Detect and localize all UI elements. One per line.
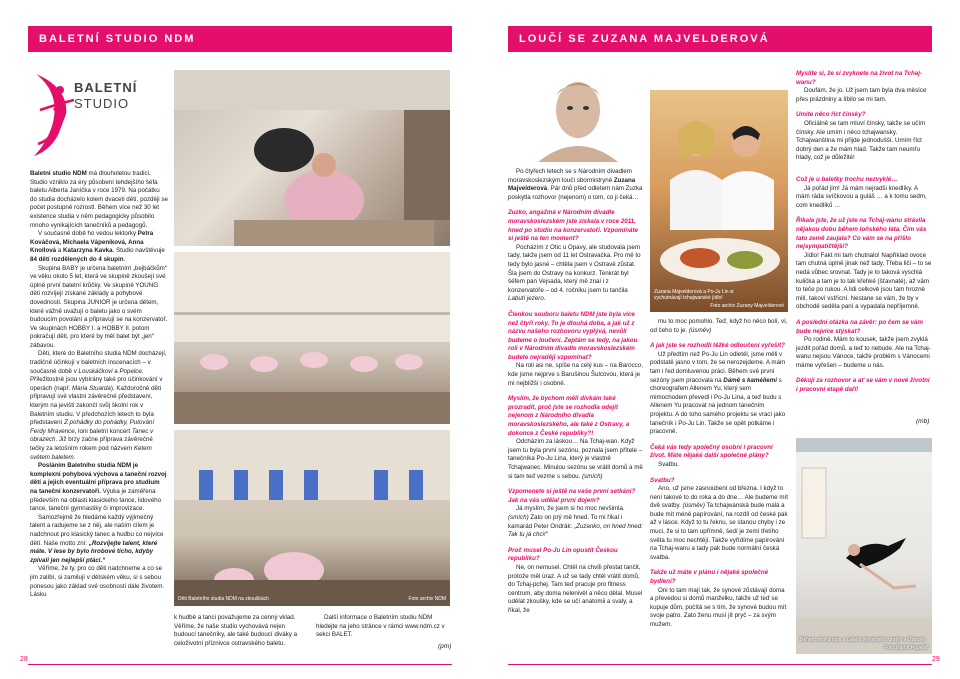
interview-question: Myslíte si, že si zvyknete na život na Tchaj-wanu?	[796, 70, 922, 86]
right-page-number: 29	[932, 656, 940, 663]
text-run: Labutí jezero	[508, 295, 544, 303]
text-run: a	[56, 247, 64, 255]
logo-line2: STUDIO	[74, 96, 130, 111]
text-run: (smích)	[508, 513, 529, 521]
text-run: s choreografem Allenem Yu, který sem mimochodem převedl i Po-Ju Lina, a teď budu s Allenem Yu pracovat na jednom tanečním projektu. A do toho samého projektu se vrací jako tanečník i Po-Ju Lin. Takže se opět potkáme i pracovně.	[650, 376, 786, 436]
photo-workshop	[796, 438, 932, 654]
text-run: Posláním Baletního studia NDM je komplexní pohybová výchova a taneční rozvoj dětí a jejich eventuální příprava pro studium na taneční konzervatoři.	[30, 462, 167, 495]
left-photo-caption: Děti Baletního studia NDM na zkouškách	[178, 596, 269, 602]
text-run: Ano, už jsme zasnoubení od března. I když to není takové to do roka a do dne… Ale budeme mít dvě svatby.	[650, 485, 788, 510]
text-run: Ta tchajwanská bude malá a bude mít méně papírování, na rozdíl od české pak až v lásce. Když to tu řeknu, se stanou chyby i ze muci, že si to tam upřímně, šedí je zemí třetího světa tu moc nechtějí. Takže vyřídíme papírování na Tchaj-wanu a tady pak bude normální česká svatba.	[650, 502, 788, 561]
text-run: Katarzyna Kavka	[63, 247, 113, 255]
paragraph	[508, 564, 644, 616]
photo-couple	[650, 90, 788, 312]
paragraph	[796, 120, 932, 163]
paragraph	[30, 565, 168, 599]
right-footer-line	[508, 664, 932, 665]
interview-question: A jak jste se rozhodli těžké odloučení vyřešit?	[650, 342, 785, 350]
text-run: Zuzana Majvelderová	[508, 176, 636, 193]
left-footer-line	[28, 664, 452, 665]
left-header-bar	[28, 26, 452, 52]
text-run: 84 dětí rozdělených do 4 skupin	[30, 255, 124, 263]
text-run: Už předtím než Po-Ju Lin odletěl, jsme měli v podstatě jasno v tom, že se nerozejdeme. A mám tam i řed domluvenou práci. Během své první sezóny jsem pracovala na	[650, 350, 786, 384]
right-column-3b	[796, 176, 932, 436]
text-run: Maria Stuarda	[71, 384, 111, 392]
text-run: . Již brzy začne příprava závěrečné tečky za letošním rokem pod názvem	[30, 436, 153, 452]
studio-logo	[30, 70, 170, 162]
paragraph	[796, 185, 932, 211]
paragraph	[30, 265, 168, 351]
interview-question: Svatbu?	[650, 476, 675, 484]
text-run: Louskáčkovi	[78, 367, 113, 375]
text-run: Oni to tam mají tak, že synové zůstávají doma a převedou si domů manželku, takže už teď se kupuje dům, počítá se s tím, že synové budou mít svoje patro. Zato ženu musí jít pryč – za svým mužem.	[650, 586, 787, 628]
text-run: „Zuzanko, on hned hned: Tak tu já chci!“	[508, 522, 643, 539]
text-run: Po rodině. Mám to kousek, takže jsem zvyklá jezdit pořád domů, a teď to nebude. Ale na Tchaj-wanu nejsou Vánoce, takže problém s Vánocemi máme vyřešen – budeme u nás.	[796, 336, 931, 369]
paragraph	[796, 336, 932, 370]
interview-question: A poslední otázka na závěr: po čem se vám bude nejvíce stýskat?	[796, 318, 924, 335]
left-column-2	[174, 614, 308, 654]
paragraph	[508, 244, 644, 304]
interview-question: Myslím, že bychom měli dívkám také prozradit, proč jste se rozhodla odejít nejenom z Národního divadla moravskoslezského, ale také z Ostravy, a dokonce z České republiky?!	[508, 395, 630, 437]
text-run: Popelce	[119, 367, 142, 375]
right-photo2-credit: Foto Martin Popelář	[884, 645, 928, 651]
text-run: Jídlo! Fakt mi tam chutnalo! Například ovoce tam chutná úplně jinak než tady. Třeba liči – to se nedá vůbec srovnat. Tady je to taková vyschlá kulička a tam je to tak křehké (šťavnaté), až vám to teče po rukou. A lidi celkově jsou tam hrozně milí, takoví vstřícní. Nestane se vám, že by v obchodě seděla paní a vypadala nepříjemně.	[796, 251, 932, 311]
class-photo-icon	[174, 430, 450, 606]
text-run: Doufám, že jo. Už jsem tam byla dva měsíce přes prázdniny a líbilo se mi tam.	[796, 87, 927, 103]
left-signature: (pm)	[438, 643, 452, 650]
text-run: , loni baletní koncert	[74, 427, 132, 435]
text-run: Odcházím za láskou… Na Tchaj-wan. Když jsem tu byla první sezónu, poznala jsem přítele – tanečníka Po-Ju Lina, který je vlastně Tchajwanec. Minulou sezónu se vrátil domů a mě si tam teď vezme s sebou.	[508, 438, 643, 480]
text-run: „Rozvíjejte talent, které máte. V lese by bylo hrobové ticho, kdyby zpívali jen nejlepší ptáci.“	[30, 539, 158, 564]
left-header-title: BALETNÍ STUDIO NDM	[39, 33, 196, 45]
paragraph	[508, 362, 644, 388]
left-page-number: 28	[20, 656, 28, 663]
paragraph	[650, 485, 788, 562]
interview-question: Vzpomenete si ještě na vaše první setkání? Jak na vás udělal první dojem?	[508, 488, 636, 504]
paragraph	[30, 350, 168, 462]
right-column-2	[650, 318, 788, 654]
interview-question: Říkala jste, že už jste na Tchaj-wanu strávila nějakou dobu během loňského léta. Čím vás tato země zaujala? Co vám se na přišlo nejsympatičtější?	[796, 217, 927, 251]
text-run: . Studio navštěvuje	[112, 247, 165, 255]
text-run: Ketem světem baletem	[30, 445, 152, 461]
text-run: Na roli asi ne, spíše na celý kus – na	[516, 362, 619, 370]
text-run: . Pár dnů před odletem nám Zuzka poskytla rozhovor (nejenom) o tom, co ji čeká…	[508, 185, 643, 201]
photo-ballet-barre	[174, 252, 450, 424]
workshop-photo-icon	[796, 438, 932, 654]
text-run: Samozřejmě že hledáme každý výjimečný talent a radujeme se z něj, ale naším cílem je nadchnout pro klasický tanec a hudbu co nejvíce dětí. Naše motto zní:	[30, 513, 164, 547]
interview-question: Umíte něco říct čínsky?	[796, 111, 866, 119]
right-photo2-caption: Během workshopu v Galerii výtvarného umění v Ostravě	[800, 637, 926, 643]
text-run: V současné době ho vedou lektorky	[38, 230, 138, 238]
text-run: Z pohádky do pohádky, Putování Ferdy Mravence	[30, 419, 155, 435]
right-column-1	[508, 168, 644, 654]
text-run: , kde jsme nejprve s Barušinou Šulcovou, která je mi nejbližší i osobně.	[508, 362, 643, 387]
couple-photo-icon	[650, 90, 788, 312]
text-run: Já myslím, že jsem si ho moc nevšimla.	[516, 505, 625, 513]
text-run: Pocházím z Otic u Opavy, ale studovala jsem tady, takže jsem od 11 let Ostravačka. Pro mě to tedy bylo jasné – chtěla jsem v Ostravě zůstat. Šla jsem do Ostravy na konkurz. Tenkrát byl šéfem pan Vejsada, který mě znal i z konzervatoře – od 4. ročníku jsem tu tančila	[508, 243, 641, 294]
text-run: .	[73, 453, 76, 461]
text-run: Dámě s kaméliemi	[723, 376, 777, 384]
logo-line1: BALETNÍ	[74, 80, 138, 95]
text-run: Oficiálně se tam mluví čínsky, takže se učím čínsky. Ale umím i něco tchajwansky. Tchajwanština mi přijde jednodušší. Umím říct dobrý den a že mám hlad. Takže tam neumřu hlady, což je důležité!	[796, 119, 926, 162]
paragraph	[30, 230, 168, 264]
paragraph	[508, 168, 644, 202]
text-run: Výuka je zaměřena především na oblasti klasického tance, lidového tance, taneční gymnastiky či improvizace.	[30, 487, 162, 513]
text-run: Skupina BABY je určena baletním „bejbáčkům“ ve věku okolo 5 let, která ve skupině zkoušejí své úplně první baletní krůčky. Ve skupině YOUNG děti rozvíjejí získané základy a pohybové dovednosti. Skupina JUNIOR je určena dětem, které vážně uvažují o baletu jako o svém budoucím povolání a připravují se na konzervatoř. Ve skupinách HOBBY I. a HOBBY II. potom pokračují děti, pro které by měl balet být „jen“ zábavou.	[30, 264, 168, 349]
left-column-3	[316, 614, 450, 654]
paragraph	[30, 514, 168, 566]
text-run: Baletní studio NDM	[30, 170, 87, 177]
portrait-icon	[508, 70, 648, 162]
interview-question: Což je u baletky trochu nezvyklé…	[796, 176, 898, 183]
paragraph	[650, 461, 788, 470]
text-run: Po čtyřech letech se s Národním divadlem moravskoslezským loučí sbormistryně	[508, 168, 632, 184]
interview-question: Čeká vás tedy společný osobní i pracovní život. Máte nějaké další společné plány?	[650, 443, 773, 460]
left-column-1	[30, 170, 168, 650]
text-run: (smích)	[581, 472, 603, 480]
text-run: a	[112, 367, 120, 375]
text-run: Děti, které do Baletního studia NDM docházejí, tradičně účinkují v baletních inscenacích – v současné době v	[30, 350, 167, 375]
paragraph	[796, 252, 932, 312]
photo-ballet-stretch	[174, 70, 450, 246]
paragraph	[650, 318, 788, 335]
interview-question: Členkou souboru baletu NDM jste byla více než čtyři roky. To je dlouhá doba, a jak už z názvu našeho rozhovoru vyplývá, nevůlí budeme o loučení. Zeptám se tedy, na jakou roli v Národním divadle moravskoslezském budete nejraději vzpomínat?	[508, 310, 638, 361]
text-run: (úsměv)	[682, 502, 705, 510]
left-photo-credit: Foto archiv NDM	[408, 596, 446, 602]
paragraph	[30, 462, 168, 514]
text-run: .	[123, 255, 126, 263]
left-col2-text: k hudbě a tanci považujeme za cenný vklad. Věříme, že naše studio vychovává nejen budoucí tanečníky, ale také budoucí diváky a celoživotní příznivce ostravského baletu.	[174, 614, 298, 647]
paragraph	[650, 351, 788, 437]
interview-question: Děkuji za rozhovor a ať se vám v nové životní i pracovní etapě daří!	[796, 377, 930, 394]
text-run: Svatbu.	[658, 460, 679, 468]
paragraph	[508, 505, 644, 539]
paragraph	[650, 587, 788, 630]
text-run: Ne, on nemusel. Chtěl na chvíli přestat tančit, protože měl úraz. A už se tady chtěl vrátit domů, do Tchaj-pchej. Tam teď pracuje pro fitness centrum, aby doma nelenivěl a něco dělal. Musel udělat zkoušky, kde se učí anatomii a svaly, a říkal, že	[508, 563, 643, 614]
barre-photo-icon	[174, 252, 450, 424]
interview-question: Takže už máte v plánu i nějaké společné bydlení?	[650, 569, 769, 586]
text-run: Barocco	[618, 362, 642, 370]
right-header-bar	[508, 26, 932, 52]
paragraph	[796, 87, 932, 104]
interview-question: Zuzko, angažmá v Národním divadle moravskoslezském jste získala v roce 2011, hned po studiu na konzervatoři. Vzpomínáte si ještě na ten moment?	[508, 209, 638, 243]
text-run: Tanec v obrazech	[30, 427, 154, 444]
text-run: . Příležitostně jsou vybírány také pro účinkování v operách (např.	[30, 367, 163, 392]
text-run: Věříme, že ty, pro co děti nadchneme a co se jim zalíbí, si zamilují v dětském věku, si s sebou ponesou jako základ své osobnosti dále životem. Lásku	[30, 565, 165, 599]
right-photo1-credit: Foto archiv Zuzany Majvelderové	[710, 303, 784, 309]
dancers-photo-icon	[174, 70, 450, 246]
portrait-photo	[508, 70, 648, 162]
text-run: ). Každoročně děti připravují své vlastní závěrečné představení, kterým na jevišti zakončí svůj školní rok v Baletním studiu. V předchozích letech to byla představení	[30, 384, 162, 427]
text-run: Já pořád jím! Já mám nejradši knedlíky. A mám ráda svíčkovou a guláš … a k tomu sedm, com knedlíků …	[796, 184, 927, 209]
text-run: (úsměv)	[688, 326, 712, 334]
text-run: .	[543, 295, 546, 303]
text-run: Petra Kováčová, Michaela Vápeníková, Anna Knollová	[30, 230, 154, 255]
lead-paragraph	[30, 170, 168, 230]
right-header-title: LOUČÍ SE ZUZANA MAJVELDEROVÁ	[519, 33, 770, 45]
photo-ballet-class	[174, 430, 450, 606]
paragraph	[508, 438, 644, 481]
left-col3-text: Další informace o Baletním studiu NDM hledejte na jeho stránce v rámci www.ndm.cz v sekci BALET.	[316, 614, 445, 639]
interview-question: Proč musel Po-Ju Lin opustit Českou republiku?	[508, 546, 618, 563]
right-photo1-caption: Zuzana Majvelderová a Po-Ju Lin si vychutnávají tchajwanské jídlo!	[654, 289, 734, 301]
text-run: Zato on prý mě hned. To mi říkal i kamarád Peter Ondrák:	[508, 513, 623, 530]
text-run: mu to moc pomohlo. Teď, když ho něco bolí, ví, od čeho to je.	[650, 318, 788, 334]
right-column-3	[796, 70, 932, 170]
interviewer-signature: (mb)	[916, 418, 930, 425]
text-run: má dlouholetou tradici. Studio vzniklo za éry působení tehdejšího šéfa baletu Alberta Janíčka v roce 1979. Na počátku do studia docházelo kolem dvaceti dětí, později se počet postupně rozrostl. Během více než 30 let existence studia v něm pedagogicky působilo mnoho vynikajících tanečníků a pedagogů.	[30, 170, 168, 229]
